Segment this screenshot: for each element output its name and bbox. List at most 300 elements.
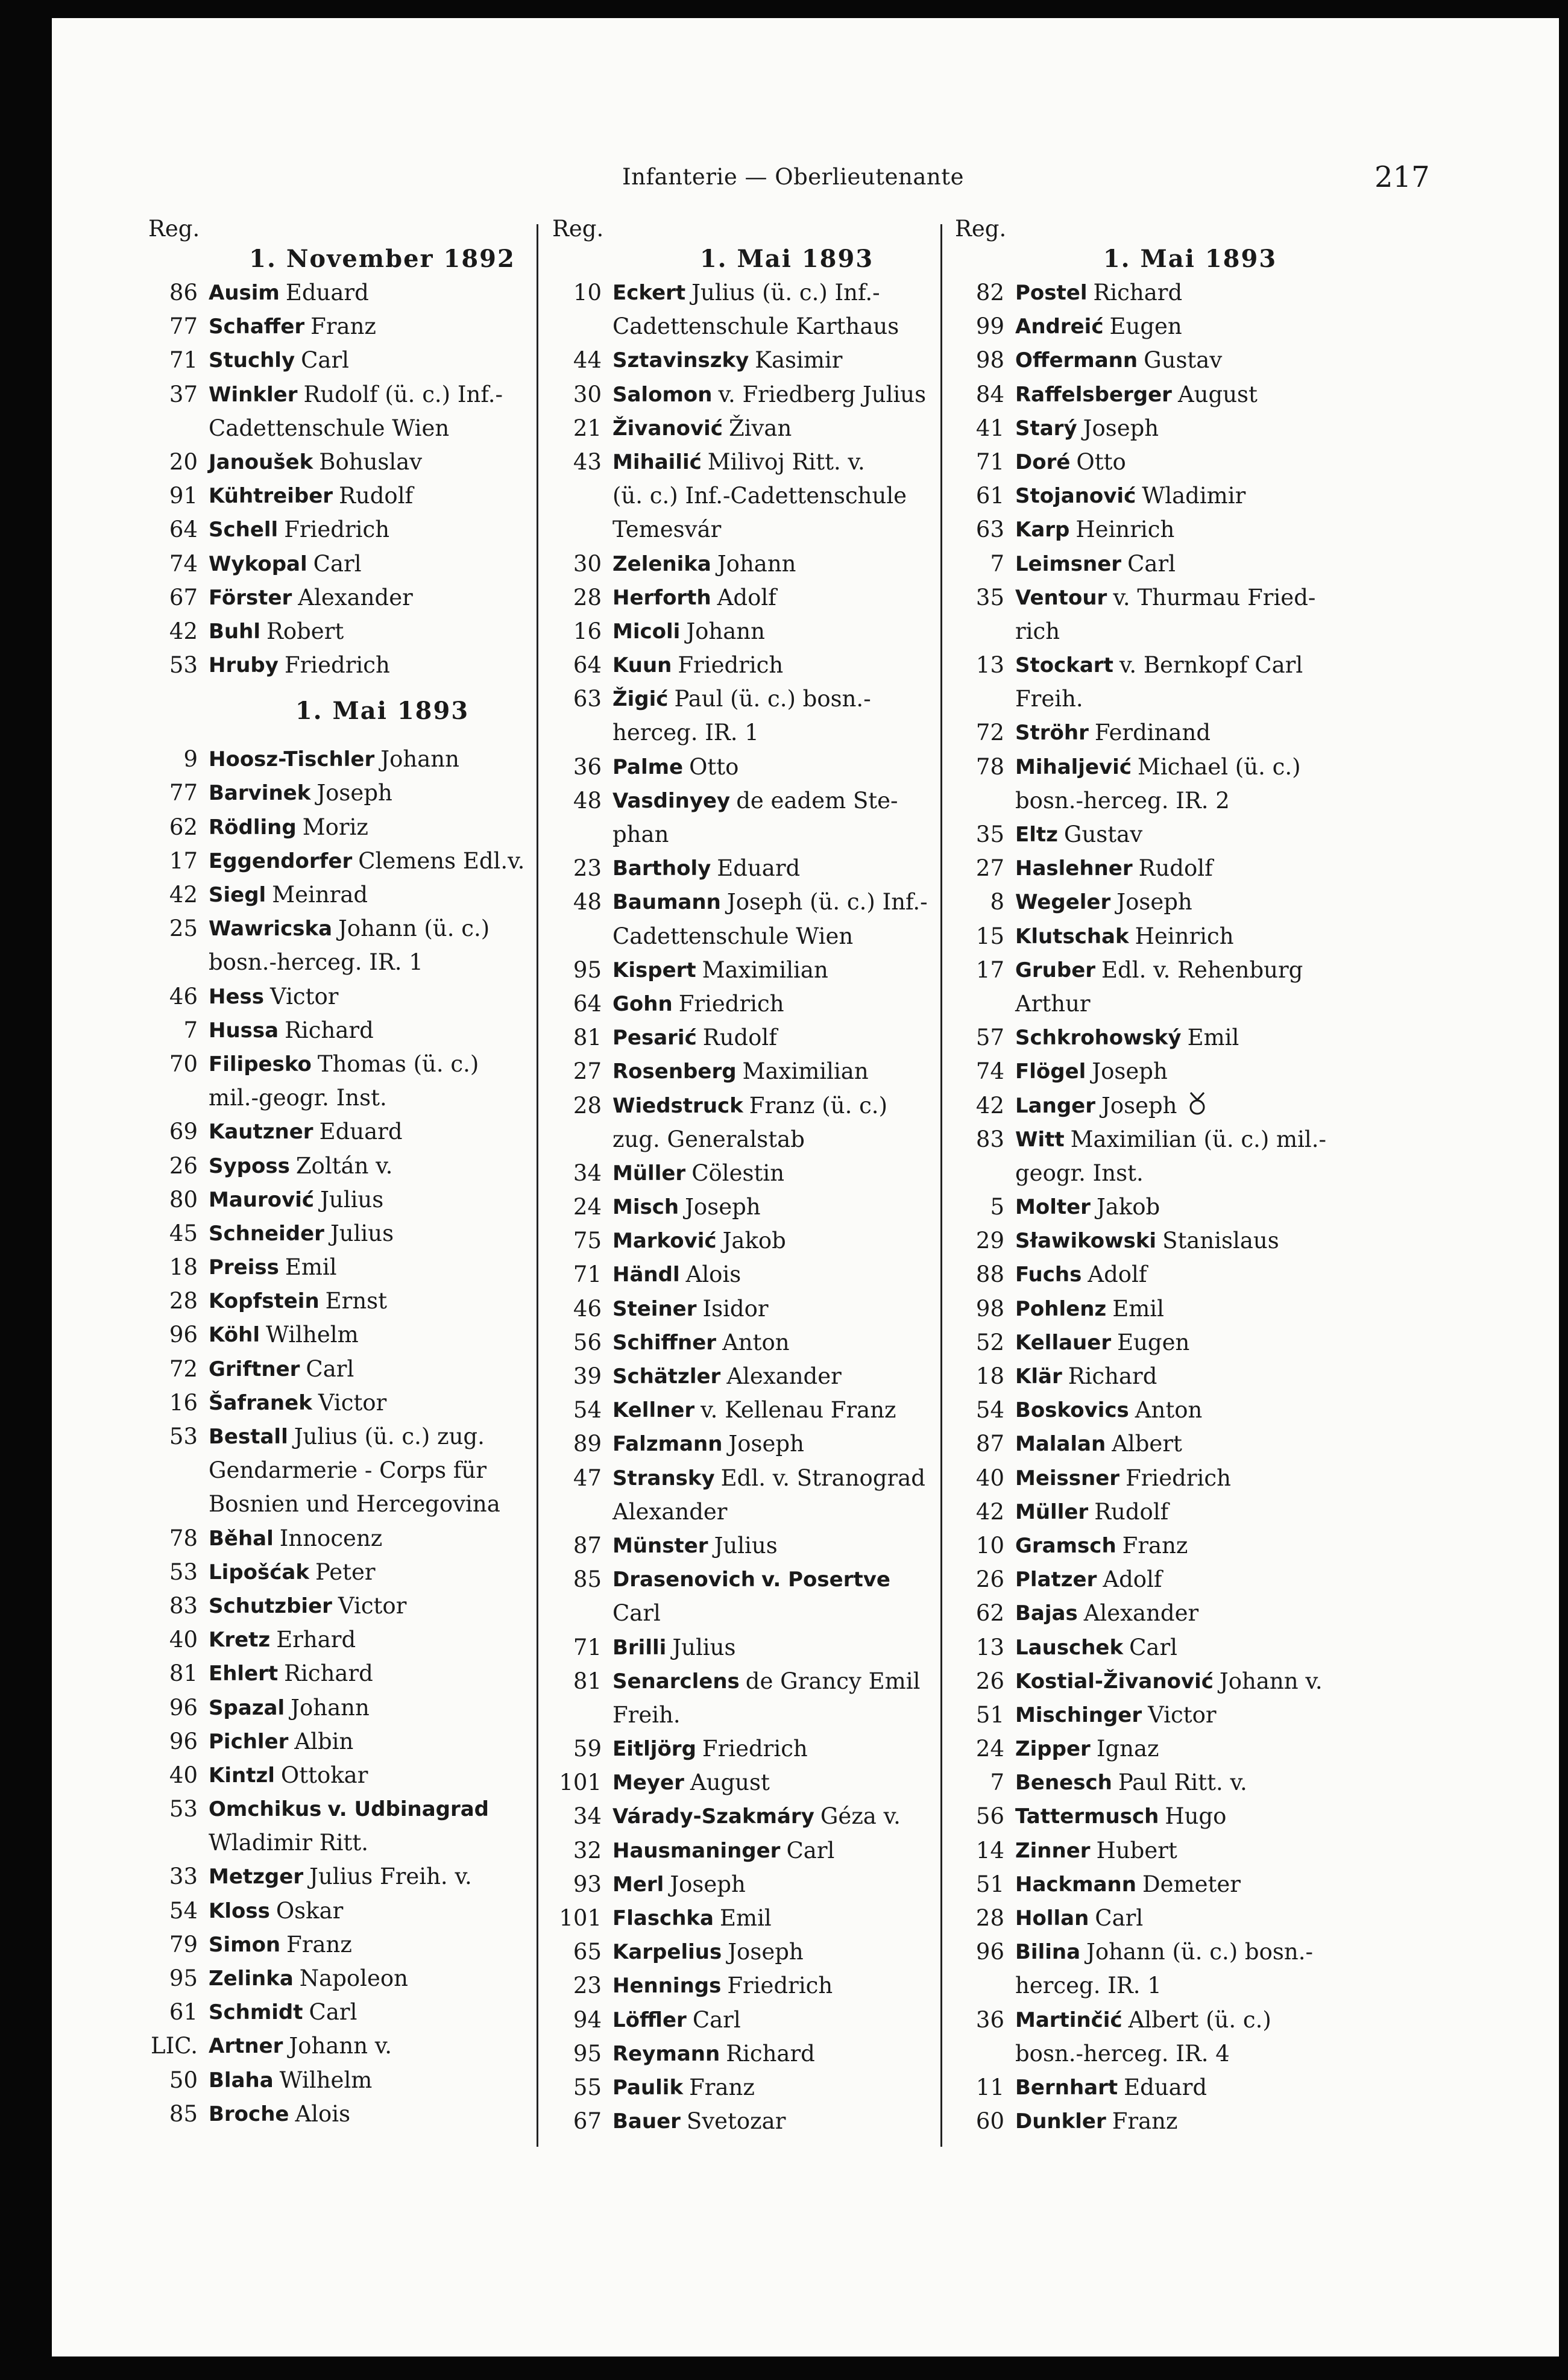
- officer-given-name: Isidor: [702, 1295, 769, 1322]
- officer-given-name: Demeter: [1142, 1871, 1241, 1897]
- regiment-number: 61: [975, 483, 1004, 509]
- officer-given-name: Svetozar: [686, 2108, 786, 2135]
- officer-surname: Lauschek: [1015, 1635, 1124, 1660]
- regiment-number: 14: [975, 1837, 1004, 1863]
- officer-surname: Baumann: [612, 890, 721, 915]
- officer-surname: Mischinger: [1015, 1703, 1142, 1727]
- officer-given-name: Edl. v. Stranograd: [720, 1465, 925, 1491]
- list-item: [955, 1123, 1389, 1190]
- officer-given-name: Friedrich: [702, 1736, 808, 1762]
- regiment-number: 30: [573, 381, 602, 407]
- entry-continuation: Freih.: [612, 1701, 681, 1728]
- officer-given-name: Emil: [285, 1254, 337, 1281]
- list-item: [955, 885, 1389, 919]
- officer-surname: Metzger: [209, 1865, 304, 1889]
- officer-surname: Běhal: [209, 1526, 274, 1551]
- list-item: [552, 2105, 985, 2138]
- officer-surname: Eggendorfer: [209, 849, 353, 873]
- officer-given-name: Franz: [1122, 1532, 1188, 1559]
- regiment-number: 88: [975, 1261, 1004, 1288]
- regiment-number: 16: [169, 1389, 198, 1416]
- officer-given-name: Joseph: [1101, 1092, 1177, 1119]
- officer-given-name: Julius: [330, 1220, 394, 1246]
- annotation-mark-icon: [1187, 1089, 1207, 1123]
- list-item: [955, 1901, 1389, 1935]
- officer-surname: Artner: [209, 2034, 283, 2059]
- regiment-number: 95: [169, 1965, 198, 1991]
- regiment-number: 40: [169, 1627, 198, 1653]
- officer-given-name: August: [690, 1769, 770, 1796]
- officer-surname: Schell: [209, 518, 279, 542]
- list-item: [955, 716, 1389, 750]
- officer-given-name: Erhard: [276, 1627, 356, 1653]
- officer-given-name: Rudolf: [1094, 1498, 1169, 1525]
- regiment-number: 101: [559, 1905, 602, 1931]
- list-item: [148, 1759, 580, 1792]
- list-item: [552, 885, 985, 953]
- officer-surname: Schaffer: [209, 315, 305, 339]
- officer-given-name: v. Friedberg Julius: [718, 381, 927, 407]
- officer-given-name: Wladimir: [1142, 483, 1246, 509]
- officer-given-name: Emil: [1187, 1025, 1239, 1051]
- regiment-number: 27: [975, 855, 1004, 882]
- officer-surname: Omchikus: [209, 1797, 322, 1822]
- officer-given-name: Wilhelm: [279, 2067, 373, 2093]
- officer-given-name: Johann v.: [1219, 1668, 1323, 1694]
- officer-given-name: Victor: [270, 983, 339, 1009]
- officer-given-name: Jakob: [722, 1228, 786, 1254]
- officer-surname: Schiffner: [612, 1330, 717, 1355]
- officer-surname: Tattermusch: [1015, 1804, 1159, 1829]
- regiment-number: 71: [975, 448, 1004, 475]
- regiment-number: 36: [975, 2006, 1004, 2033]
- regiment-number: 63: [975, 517, 1004, 543]
- officer-given-name: Johann (ü. c.) bosn.-: [1086, 1939, 1313, 1965]
- officer-given-name: Emil: [1112, 1295, 1164, 1322]
- officer-surname: Schätzler: [612, 1364, 721, 1389]
- regiment-number: 64: [573, 652, 602, 679]
- list-item: [552, 750, 985, 784]
- regiment-number: 34: [573, 1803, 602, 1830]
- section-date-heading: 1. Mai 1893: [699, 245, 874, 273]
- officer-surname: Stransky: [612, 1466, 715, 1490]
- list-item: [955, 378, 1389, 412]
- officer-given-name: Innocenz: [279, 1525, 383, 1551]
- list-item: [955, 344, 1389, 377]
- regiment-number: 93: [573, 1871, 602, 1897]
- officer-given-name: Géza v.: [820, 1803, 901, 1830]
- regiment-number: 51: [975, 1701, 1004, 1728]
- officer-given-name: Joseph: [1116, 889, 1192, 915]
- list-item: [148, 513, 580, 547]
- column-3: [955, 217, 1389, 2138]
- officer-given-name: Napoleon: [299, 1965, 409, 1991]
- list-item: [552, 1800, 985, 1833]
- officer-surname: Filipesko: [209, 1052, 312, 1076]
- officer-surname: Stockart: [1015, 653, 1113, 678]
- officer-given-name: Carl: [1127, 550, 1176, 577]
- officer-surname: Pohlenz: [1015, 1296, 1107, 1321]
- officer-given-name: Carl: [786, 1837, 835, 1863]
- officer-surname: Köhl: [209, 1323, 260, 1348]
- officer-surname: Stojanović: [1015, 484, 1136, 509]
- entry-continuation: Gendarmerie - Corps für: [209, 1457, 487, 1484]
- officer-given-name: Johann: [717, 550, 796, 577]
- officer-surname: Blaha: [209, 2068, 274, 2093]
- list-item: [955, 1427, 1389, 1461]
- officer-surname: Kloss: [209, 1898, 270, 1923]
- list-item: [552, 1292, 985, 1326]
- entry-continuation: rich: [1015, 618, 1060, 644]
- regiment-number: 24: [975, 1736, 1004, 1762]
- officer-given-name: Cölestin: [691, 1160, 785, 1186]
- regiment-number: 98: [975, 1295, 1004, 1322]
- regiment-number: 67: [573, 2108, 602, 2135]
- entry-continuation: mil.-geogr. Inst.: [209, 1085, 387, 1111]
- list-item: [955, 1732, 1389, 1766]
- officer-surname: Buhl: [209, 619, 260, 644]
- officer-given-name: Rudolf: [702, 1025, 777, 1051]
- regiment-number: 35: [975, 584, 1004, 611]
- officer-given-name: Richard: [284, 1660, 373, 1687]
- list-item: [148, 980, 580, 1014]
- officer-surname: Griftner: [209, 1357, 300, 1381]
- list-item: [955, 1393, 1389, 1427]
- officer-given-name: Johann: [380, 746, 459, 773]
- officer-given-name: Carl: [309, 1999, 357, 2026]
- list-item: [148, 1047, 580, 1115]
- officer-surname: Hoosz-Tischler: [209, 747, 375, 772]
- officer-given-name: Julius: [672, 1634, 736, 1660]
- list-item: [552, 953, 985, 987]
- officer-surname: Hess: [209, 984, 264, 1009]
- regiment-number: 85: [573, 1566, 602, 1593]
- regiment-number: 33: [169, 1863, 198, 1890]
- officer-surname: Barvinek: [209, 781, 311, 806]
- officer-surname: Meyer: [612, 1771, 684, 1795]
- section-date-heading: 1. November 1892: [249, 245, 515, 273]
- regiment-number: 72: [169, 1355, 198, 1382]
- officer-surname: Kellner: [612, 1398, 695, 1423]
- officer-given-name: Franz: [689, 2074, 755, 2100]
- officer-given-name: Albert (ü. c.): [1128, 2006, 1271, 2033]
- regiment-number: 53: [169, 1559, 198, 1585]
- regiment-number: 82: [975, 280, 1004, 306]
- officer-surname: Schneider: [209, 1221, 324, 1246]
- officer-given-name: Victor: [318, 1389, 387, 1416]
- regiment-number: 62: [975, 1600, 1004, 1627]
- officer-given-name: Joseph: [685, 1194, 761, 1220]
- officer-given-name: Franz: [286, 1931, 352, 1958]
- officer-surname: Maurović: [209, 1187, 315, 1212]
- regiment-number: 96: [975, 1939, 1004, 1965]
- officer-surname: Fuchs: [1015, 1263, 1082, 1287]
- entry-continuation: Cadettenschule Karthaus: [612, 313, 899, 340]
- officer-given-name: Julius: [714, 1532, 778, 1559]
- officer-given-name: Clemens Edl.v.: [358, 847, 525, 874]
- list-item: [148, 1522, 580, 1556]
- list-item: [955, 1495, 1389, 1529]
- regiment-number: LIC.: [151, 2033, 198, 2059]
- officer-surname: Misch: [612, 1195, 679, 1220]
- regiment-number: 40: [975, 1465, 1004, 1491]
- officer-surname: Hollan: [1015, 1906, 1089, 1930]
- officer-surname: Lipošćak: [209, 1560, 309, 1584]
- regiment-number: 77: [169, 780, 198, 806]
- officer-surname: Gramsch: [1015, 1533, 1116, 1558]
- list-item: [552, 547, 985, 581]
- list-item: [552, 1393, 985, 1427]
- regiment-number: 99: [975, 313, 1004, 340]
- officer-given-name: Eduard: [717, 855, 801, 882]
- regiment-number: 15: [975, 923, 1004, 949]
- regiment-number: 42: [169, 618, 198, 644]
- regiment-number: 46: [573, 1295, 602, 1322]
- officer-surname: Dunkler: [1015, 2109, 1106, 2134]
- regiment-number: 23: [573, 855, 602, 882]
- regiment-number: 65: [573, 1939, 602, 1965]
- list-item: [148, 743, 580, 776]
- regiment-number: 11: [975, 2074, 1004, 2100]
- officer-given-name: v. Bernkopf Carl: [1119, 652, 1303, 679]
- officer-given-name: Alois: [685, 1261, 741, 1288]
- list-item: [552, 1089, 985, 1157]
- officer-surname: Molter: [1015, 1195, 1091, 1220]
- regiment-number: 78: [975, 753, 1004, 780]
- officer-surname: Kautzner: [209, 1120, 313, 1144]
- officer-surname: Kühtreiber: [209, 484, 333, 509]
- officer-surname: Bilina: [1015, 1940, 1081, 1965]
- list-item: [552, 1258, 985, 1292]
- regiment-number: 81: [573, 1668, 602, 1694]
- officer-surname: Müller: [612, 1161, 686, 1185]
- officer-given-name: Stanislaus: [1162, 1228, 1279, 1254]
- list-item: [955, 1529, 1389, 1563]
- officer-given-name: Otto: [689, 753, 739, 780]
- officer-surname: Stuchly: [209, 348, 295, 373]
- regiment-number: 10: [975, 1532, 1004, 1559]
- regiment-number: 26: [975, 1668, 1004, 1694]
- list-item: [148, 1251, 580, 1284]
- list-item: [552, 1427, 985, 1461]
- list-item: [148, 1657, 580, 1691]
- list-item: [955, 1190, 1389, 1224]
- regiment-number: 40: [169, 1762, 198, 1788]
- regiment-number: 46: [169, 983, 198, 1009]
- officer-surname: Mihaljević: [1015, 755, 1132, 779]
- officer-surname: Bestall: [209, 1425, 288, 1449]
- officer-surname: Leimsner: [1015, 551, 1122, 576]
- regiment-number: 18: [975, 1363, 1004, 1389]
- officer-surname: Wykopal: [209, 551, 307, 576]
- officer-given-name: Anton: [722, 1329, 790, 1355]
- officer-surname: Ströhr: [1015, 721, 1089, 746]
- entry-continuation: bosn.-herceg. IR. 4: [1015, 2040, 1230, 2067]
- list-item: [552, 1563, 985, 1630]
- regiment-number: 57: [975, 1025, 1004, 1051]
- officer-given-name: Joseph: [670, 1871, 746, 1897]
- list-item: [552, 1326, 985, 1360]
- officer-given-name: Robert: [266, 618, 344, 644]
- officer-given-name: Emil: [719, 1905, 772, 1931]
- regiment-number: 7: [990, 550, 1004, 577]
- officer-surname: Simon: [209, 1932, 281, 1957]
- list-item: [955, 1631, 1389, 1665]
- regiment-number: 74: [975, 1058, 1004, 1085]
- officer-surname: Zelinka: [209, 1967, 294, 1991]
- officer-surname: Flögel: [1015, 1060, 1086, 1084]
- regiment-number: 25: [169, 915, 198, 942]
- officer-surname: Meissner: [1015, 1466, 1120, 1490]
- list-item: [955, 1834, 1389, 1868]
- list-item: [148, 878, 580, 912]
- officer-surname: Preiss: [209, 1255, 279, 1280]
- list-item: [955, 818, 1389, 852]
- regiment-number: 13: [975, 652, 1004, 679]
- officer-surname: Andreić: [1015, 315, 1104, 339]
- officer-surname: Witt: [1015, 1127, 1065, 1152]
- regiment-number: 94: [573, 2006, 602, 2033]
- officer-given-name: Richard: [1068, 1363, 1157, 1389]
- officer-surname: Eckert: [612, 281, 686, 305]
- list-item: [148, 1691, 580, 1725]
- list-item: [955, 276, 1389, 310]
- entry-continuation: herceg. IR. 1: [612, 720, 759, 746]
- officer-surname: Ausim: [209, 281, 280, 305]
- list-item: [148, 844, 580, 878]
- list-item: [148, 1589, 580, 1623]
- officer-given-name: Victor: [338, 1592, 407, 1619]
- officer-surname: Hruby: [209, 653, 279, 678]
- officer-given-name: Alexander: [726, 1363, 842, 1389]
- list-item: [148, 1962, 580, 1995]
- list-item: [148, 1725, 580, 1759]
- regiment-number: 70: [169, 1050, 198, 1077]
- entry-continuation: Freih.: [1015, 686, 1083, 712]
- officer-surname: Schkrohowský: [1015, 1026, 1182, 1050]
- regiment-number: 42: [169, 882, 198, 908]
- list-item: [955, 2105, 1389, 2138]
- list-item: [955, 1292, 1389, 1326]
- officer-given-name: Alexander: [1083, 1600, 1199, 1627]
- officer-given-name: Friedrich: [284, 652, 390, 679]
- regiment-number: 53: [169, 652, 198, 679]
- officer-surname: Micoli: [612, 619, 681, 644]
- officer-given-name: Alois: [295, 2100, 351, 2127]
- regiment-number: 16: [573, 618, 602, 644]
- list-item: [955, 750, 1389, 818]
- regiment-number: 47: [573, 1465, 602, 1491]
- regiment-number: 78: [169, 1525, 198, 1551]
- list-item: [552, 1935, 985, 1969]
- regiment-number: 20: [169, 448, 198, 475]
- list-item: [148, 912, 580, 979]
- regiment-number: 64: [573, 990, 602, 1017]
- officer-given-name: Friedrich: [678, 652, 784, 679]
- officer-surname: Spazal: [209, 1695, 285, 1720]
- regiment-number: 30: [573, 550, 602, 577]
- regiment-number: 39: [573, 1363, 602, 1389]
- list-item: [955, 1326, 1389, 1360]
- regiment-number: 69: [169, 1119, 198, 1145]
- list-item: [148, 581, 580, 615]
- regiment-number: 26: [169, 1152, 198, 1179]
- entry-continuation: geogr. Inst.: [1015, 1160, 1144, 1186]
- list-item: [955, 852, 1389, 885]
- entry-continuation: bosn.-herceg. IR. 1: [209, 949, 423, 976]
- officer-surname: Živanović: [612, 416, 723, 441]
- list-item: [148, 2064, 580, 2097]
- officer-given-name: Alexander: [298, 584, 413, 611]
- officer-given-name: Franz: [310, 313, 376, 340]
- regiment-number: 83: [169, 1592, 198, 1619]
- officer-given-name: Rudolf: [339, 483, 414, 509]
- list-item: [148, 1556, 580, 1589]
- officer-given-name: Carl: [1095, 1905, 1144, 1931]
- officer-given-name: Joseph: [1083, 415, 1159, 441]
- regiment-number: 21: [573, 415, 602, 441]
- officer-given-name: Wilhelm: [265, 1322, 359, 1348]
- officer-surname: Schutzbier: [209, 1593, 332, 1618]
- officer-surname: Benesch: [1015, 1771, 1112, 1795]
- section-date-heading: 1. Mai 1893: [1103, 245, 1277, 273]
- officer-given-name: Anton: [1135, 1397, 1203, 1424]
- list-item: [552, 784, 985, 852]
- officer-surname: Sławikowski: [1015, 1229, 1157, 1254]
- list-item: [148, 1623, 580, 1657]
- list-item: [955, 1698, 1389, 1732]
- officer-surname: Karpelius: [612, 1940, 722, 1965]
- officer-given-name: Franz: [1112, 2108, 1178, 2135]
- list-item: [148, 1995, 580, 2029]
- officer-surname: Paulik: [612, 2075, 684, 2100]
- list-item: [148, 1420, 580, 1522]
- officer-given-name: Jakob: [1096, 1194, 1160, 1220]
- list-item: [955, 479, 1389, 513]
- regiment-number: 59: [573, 1736, 602, 1762]
- officer-surname: Hackmann: [1015, 1872, 1136, 1897]
- list-item: [955, 1800, 1389, 1833]
- officer-given-name: Friedrich: [284, 517, 390, 543]
- entry-continuation: Carl: [612, 1600, 661, 1627]
- officer-surname: Doré: [1015, 450, 1071, 474]
- officer-surname: Klutschak: [1015, 924, 1129, 949]
- officer-surname: Zinner: [1015, 1838, 1091, 1863]
- officer-given-name: Eduard: [1124, 2074, 1207, 2100]
- regiment-number: 91: [169, 483, 198, 509]
- officer-surname: Steiner: [612, 1296, 697, 1321]
- officer-given-name: Carl: [1129, 1634, 1177, 1660]
- regiment-number: 60: [975, 2108, 1004, 2135]
- list-item: [955, 1055, 1389, 1088]
- officer-surname: Kopfstein: [209, 1289, 320, 1314]
- list-item: [148, 1284, 580, 1318]
- officer-surname: Förster: [209, 585, 292, 610]
- officer-surname: Langer: [1015, 1093, 1095, 1118]
- regiment-number: 24: [573, 1194, 602, 1220]
- officer-surname: Schmidt: [209, 2000, 303, 2025]
- regiment-number: 51: [975, 1871, 1004, 1897]
- officer-given-name: Rudolf: [1138, 855, 1213, 882]
- list-item: [148, 1928, 580, 1962]
- officer-given-name: Friedrich: [1126, 1465, 1231, 1491]
- regiment-number: 63: [573, 686, 602, 712]
- list-item: [955, 1665, 1389, 1698]
- officer-given-name: Maximilian (ü. c.) mil.-: [1070, 1126, 1327, 1152]
- officer-given-name: Michael (ü. c.): [1137, 753, 1301, 780]
- column-1: [148, 217, 580, 2131]
- list-item: [955, 1462, 1389, 1495]
